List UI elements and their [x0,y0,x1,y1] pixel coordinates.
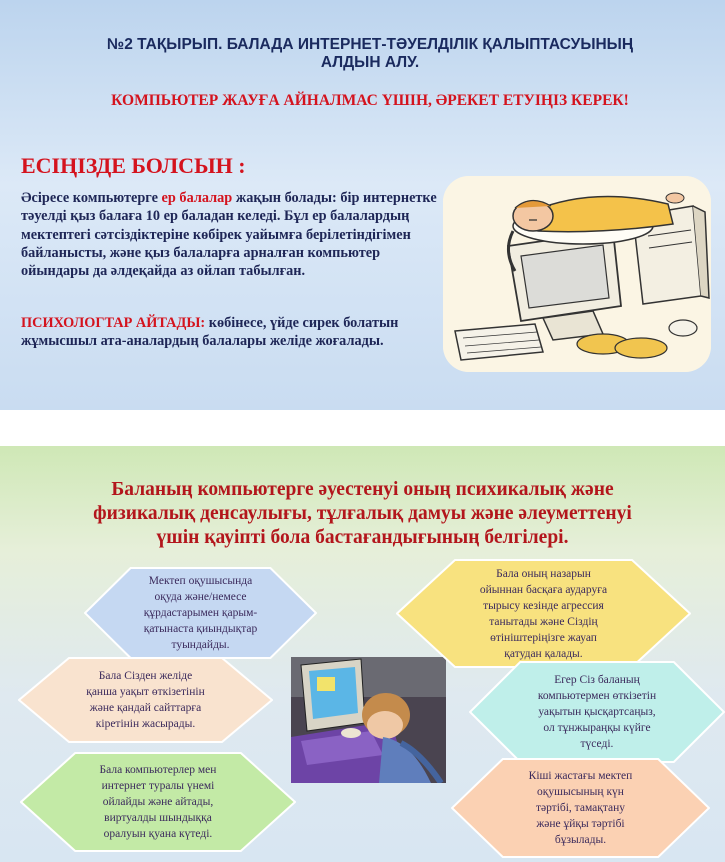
sign-peer-difficulties [84,567,317,659]
sign-text [451,758,710,858]
heading-line-3: үшін қауіпті бола бастағандығының белгілері. [156,527,569,548]
sign-text-line: қатынаста қиындықтар [143,623,258,635]
sleeping-child-computer-illustration [443,176,711,372]
slide2-heading [20,478,705,550]
sign-hides-online-time [18,657,273,743]
slide1-title [40,36,700,72]
para-post: жақын болады: бір интернетке тәуелді қыз балаға 10 ер баладан келеді. Бұл ер балалардың мектептегі сәтсіздіктеріне көбірек уайымға берілетіндігімен байланысты, және қыз балаларға арналған компьютер ойындары да әлдеқайда аз ойлап табылған. [21,190,437,280]
sign-text-line: оралуын қуана күтеді. [103,828,213,840]
sign-broken-routine [451,758,710,858]
sign-text [396,559,691,668]
remember-heading: ЕСІҢІЗДЕ БОЛСЫН : [21,153,246,178]
sign-text-line: қатудан қалады. [504,647,583,660]
sign-text-line: интернет туралы үнемі [101,780,215,792]
sign-text-line: танытады және Сіздің [489,615,598,628]
title-line-1: №2 ТАҚЫРЫП. БАЛАДА ИНТЕРНЕТ-ТӘУЕЛДІЛІК ҚАЛЫПТАСУЫНЫҢ [106,36,634,53]
title-line-2: АЛДЫН АЛУ. [320,54,420,71]
sign-text-line: және ұйқы тәртібі [536,818,625,830]
sign-text-line: Мектеп оқушысында [148,575,253,587]
psych-label: ПСИХОЛОГТАР АЙТАДЫ: [21,315,206,331]
sign-text-line: өтініштеріңізге жауап [490,631,597,644]
sign-text-line: ол тұнжыраңқы күйге [543,722,651,734]
sign-depressed-when-limited [469,661,725,763]
para-highlight: ер балалар [161,190,233,206]
para-pre: Әсіресе компьютерге [21,190,162,206]
boys-paragraph [21,189,451,280]
sign-text-line: бұзылады. [554,834,607,846]
sign-text-line: ойыннан басқаға аударуға [479,583,608,596]
sign-text-line: Бала оның назарын [496,567,591,580]
sign-text [84,567,317,659]
sign-text [18,657,273,743]
sign-text-line: кіретінін жасырады. [95,718,196,730]
sign-text-line: қанша уақыт өткізетінін [86,686,205,698]
sign-text-line: құрдастарымен қарым- [143,607,258,619]
slide-top [0,0,725,410]
sign-aggression [396,559,691,668]
sign-text-line: түседі. [580,738,614,750]
sign-text-line: уақытын қысқартсаңыз, [538,706,656,718]
sign-text-line: ойлайды және айтады, [102,796,214,808]
sign-text-line: Бала компьютерлер мен [99,764,217,776]
sign-text-line: тәртібі, тамақтану [535,802,626,814]
sign-thinks-about-computers [20,752,296,852]
sign-text-line: және қандай сайттарға [89,702,202,714]
sign-text-line: тырысу кезінде агрессия [483,599,604,612]
sign-text-line: оқуда және/немесе [154,591,247,603]
sign-text [20,752,296,852]
psychologists-paragraph [21,314,441,351]
sign-text-line: туындайды. [171,639,230,651]
heading-line-1: Баланың компьютерге әуестенуі оның психикалық және [111,479,614,500]
sign-text-line: Егер Сіз баланың [554,674,640,686]
sign-text [469,661,725,763]
sign-text-line: Бала Сізден желіде [98,670,193,682]
heading-line-2: физикалық денсаулығы, тұлғалық дамуы және әлеуметтенуі [93,503,632,524]
sign-text-line: Кіші жастағы мектеп [528,770,633,782]
slide1-subtitle: КОМПЬЮТЕР ЖАУҒА АЙНАЛМАС ҮШІН, ӘРЕКЕТ ЕТУІҢІЗ КЕРЕК! [111,92,629,109]
slide-bottom [0,446,725,862]
psych-text: көбінесе, үйде сирек болатын жұмысшыл ата-аналардың балалары желіде жоғалады. [21,315,399,350]
child-asleep-at-computer-photo [291,657,446,783]
sign-text-line: оқушысының күн [537,786,624,798]
sign-text-line: виртуалды шындыққа [104,812,212,824]
sign-text-line: компьютермен өткізетін [537,690,657,702]
